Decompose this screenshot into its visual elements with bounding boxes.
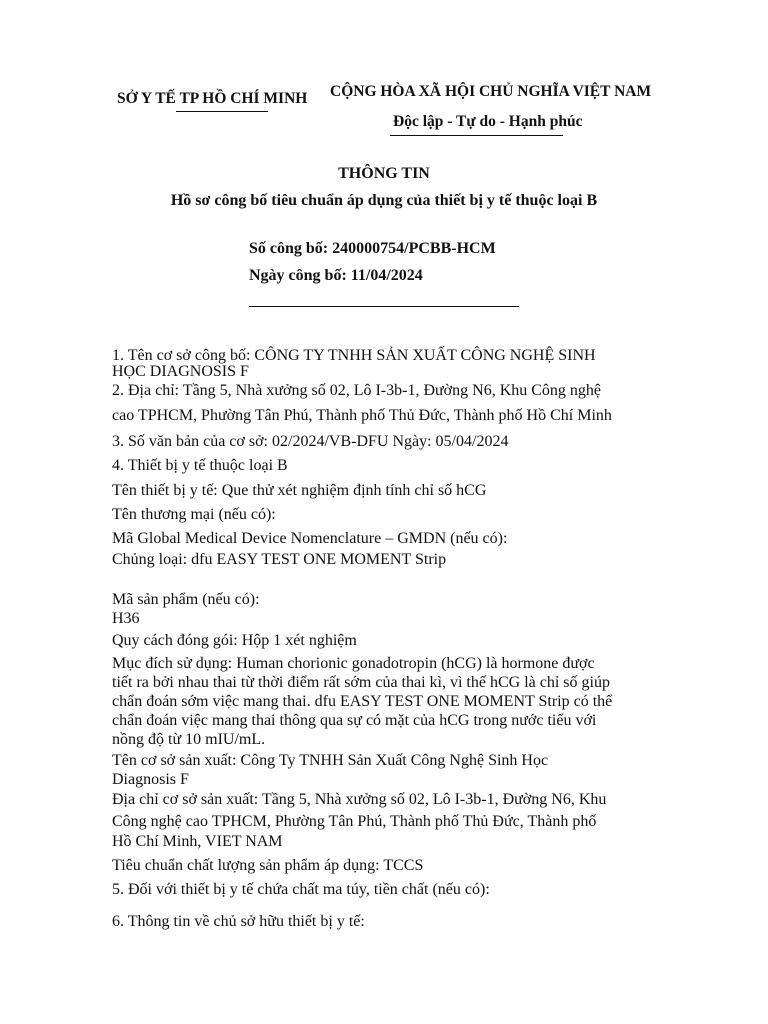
field-quality-standard: Tiêu chuẩn chất lượng sản phẩm áp dụng: TCCS [112,857,424,874]
announcement-divider [249,306,519,307]
field-intended-use-cont-2: chẩn đoán sớm việc mang thai. dfu EASY TEST ONE MOMENT Strip có thể [112,693,613,710]
field-packaging: Quy cách đóng gói: Hộp 1 xét nghiệm [112,632,357,649]
field-owner-section: 6. Thông tin về chủ sở hữu thiết bị y tế: [112,913,365,930]
field-intended-use-cont-4: nồng độ từ 10 mIU/mL. [112,731,266,748]
announcement-number: Số công bố: 240000754/PCBB-HCM [249,240,496,257]
field-narcotic-section: 5. Đối với thiết bị y tế chứa chất ma túy, tiền chất (nếu có): [112,881,490,898]
issuing-department: SỞ Y TẾ TP HỒ CHÍ MINH [117,90,308,107]
field-device-class: 4. Thiết bị y tế thuộc loại B [112,457,288,474]
field-gmdn: Mã Global Medical Device Nomenclature – GMDN (nếu có): [112,530,508,547]
field-address-cont: cao TPHCM, Phường Tân Phú, Thành phố Thủ Đức, Thành phố Hồ Chí Minh [112,407,612,424]
field-establishment-name: 1. Tên cơ sở công bố: CÔNG TY TNHH SẢN XUẤT CÔNG NGHỆ SINH [112,347,596,364]
field-product-code-label: Mã sản phẩm (nếu có): [112,591,260,608]
field-trade-name: Tên thương mại (nếu có): [112,506,276,523]
field-establishment-name-cont: HỌC DIAGNOSIS F [112,363,249,380]
field-manufacturer-address-cont-2: Hồ Chí Minh, VIET NAM [112,833,283,850]
field-type: Chủng loại: dfu EASY TEST ONE MOMENT Strip [112,551,447,568]
field-product-code-value: H36 [112,610,140,627]
national-motto: Độc lập - Tự do - Hạnh phúc [393,113,583,130]
field-address: 2. Địa chỉ: Tầng 5, Nhà xưởng số 02, Lô I-3b-1, Đường N6, Khu Công nghệ [112,382,602,399]
department-underline [176,111,268,112]
field-device-name: Tên thiết bị y tế: Que thử xét nghiệm định tính chỉ số hCG [112,482,487,499]
field-intended-use-cont-1: tiết ra bởi nhau thai từ thời điểm rất sớm của thai kì, vì thế hCG là chỉ số giúp [112,674,610,691]
national-title: CỘNG HÒA XÃ HỘI CHỦ NGHĨA VIỆT NAM [330,83,652,100]
announcement-date: Ngày công bố: 11/04/2024 [249,267,423,284]
field-intended-use: Mục đích sử dụng: Human chorionic gonadotropin (hCG) là hormone được [112,655,595,672]
document-title: THÔNG TIN [338,165,430,182]
field-manufacturer-address-cont-1: Công nghệ cao TPHCM, Phường Tân Phú, Thành phố Thủ Đức, Thành phố [112,813,597,830]
field-manufacturer-address: Địa chỉ cơ sở sản xuất: Tầng 5, Nhà xưởng số 02, Lô I-3b-1, Đường N6, Khu [112,791,607,808]
motto-underline [390,135,563,136]
field-intended-use-cont-3: chẩn đoán việc mang thai thông qua sự có mặt của hCG trong nước tiểu với [112,712,597,729]
field-document-number: 3. Số văn bản của cơ sở: 02/2024/VB-DFU Ngày: 05/04/2024 [112,433,509,450]
field-manufacturer: Tên cơ sở sản xuất: Công Ty TNHH Sản Xuất Công Nghệ Sinh Học [112,752,549,769]
field-manufacturer-cont: Diagnosis F [112,771,189,788]
document-subtitle: Hồ sơ công bố tiêu chuẩn áp dụng của thiết bị y tế thuộc loại B [170,192,598,209]
